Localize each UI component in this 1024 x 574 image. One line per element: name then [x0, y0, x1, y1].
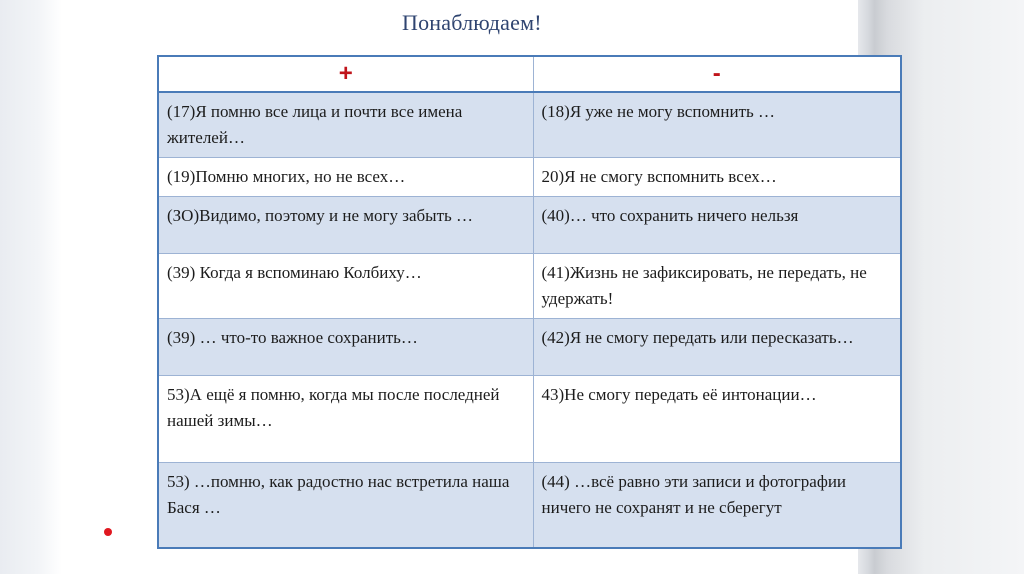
table-row [158, 319, 901, 376]
cell-minus: (44) …всё равно эти записи и фотографии ничего не сохранят и не сберегут [533, 463, 901, 549]
cell-minus: 20)Я не смогу вспомнить всех… [533, 158, 901, 197]
header-minus: - [533, 56, 901, 92]
table-header-row [158, 56, 901, 92]
cell-plus: (39) Когда я вспоминаю Колбиху… [158, 254, 533, 319]
header-plus: + [158, 56, 533, 92]
table-row [158, 376, 901, 463]
cell-minus: (42)Я не смогу передать или пересказать… [533, 319, 901, 376]
cell-minus: (40)… что сохранить ничего нельзя [533, 197, 901, 254]
left-shadow [0, 0, 62, 574]
cell-plus: (ЗО)Видимо, поэтому и не могу забыть … [158, 197, 533, 254]
table-row [158, 254, 901, 319]
slide [62, 0, 867, 574]
cell-minus: 43)Не смогу передать её интонации… [533, 376, 901, 463]
comparison-table [157, 55, 902, 549]
cell-plus: (17)Я помню все лица и почти все имена жителей… [158, 92, 533, 158]
cell-plus: 53)А ещё я помню, когда мы после последней нашей зимы… [158, 376, 533, 463]
cell-plus: 53) …помню, как радостно нас встретила наша Бася … [158, 463, 533, 549]
table-row [158, 197, 901, 254]
table-row [158, 463, 901, 549]
cell-minus: (41)Жизнь не зафиксировать, не передать, не удержать! [533, 254, 901, 319]
cell-plus: (19)Помню многих, но не всех… [158, 158, 533, 197]
cell-plus: (39) … что-то важное сохранить… [158, 319, 533, 376]
table-row [158, 92, 901, 158]
slide-title: Понаблюдаем! [402, 10, 542, 35]
table-row [158, 158, 901, 197]
cell-minus: (18)Я уже не могу вспомнить … [533, 92, 901, 158]
pointer-dot [104, 528, 112, 536]
